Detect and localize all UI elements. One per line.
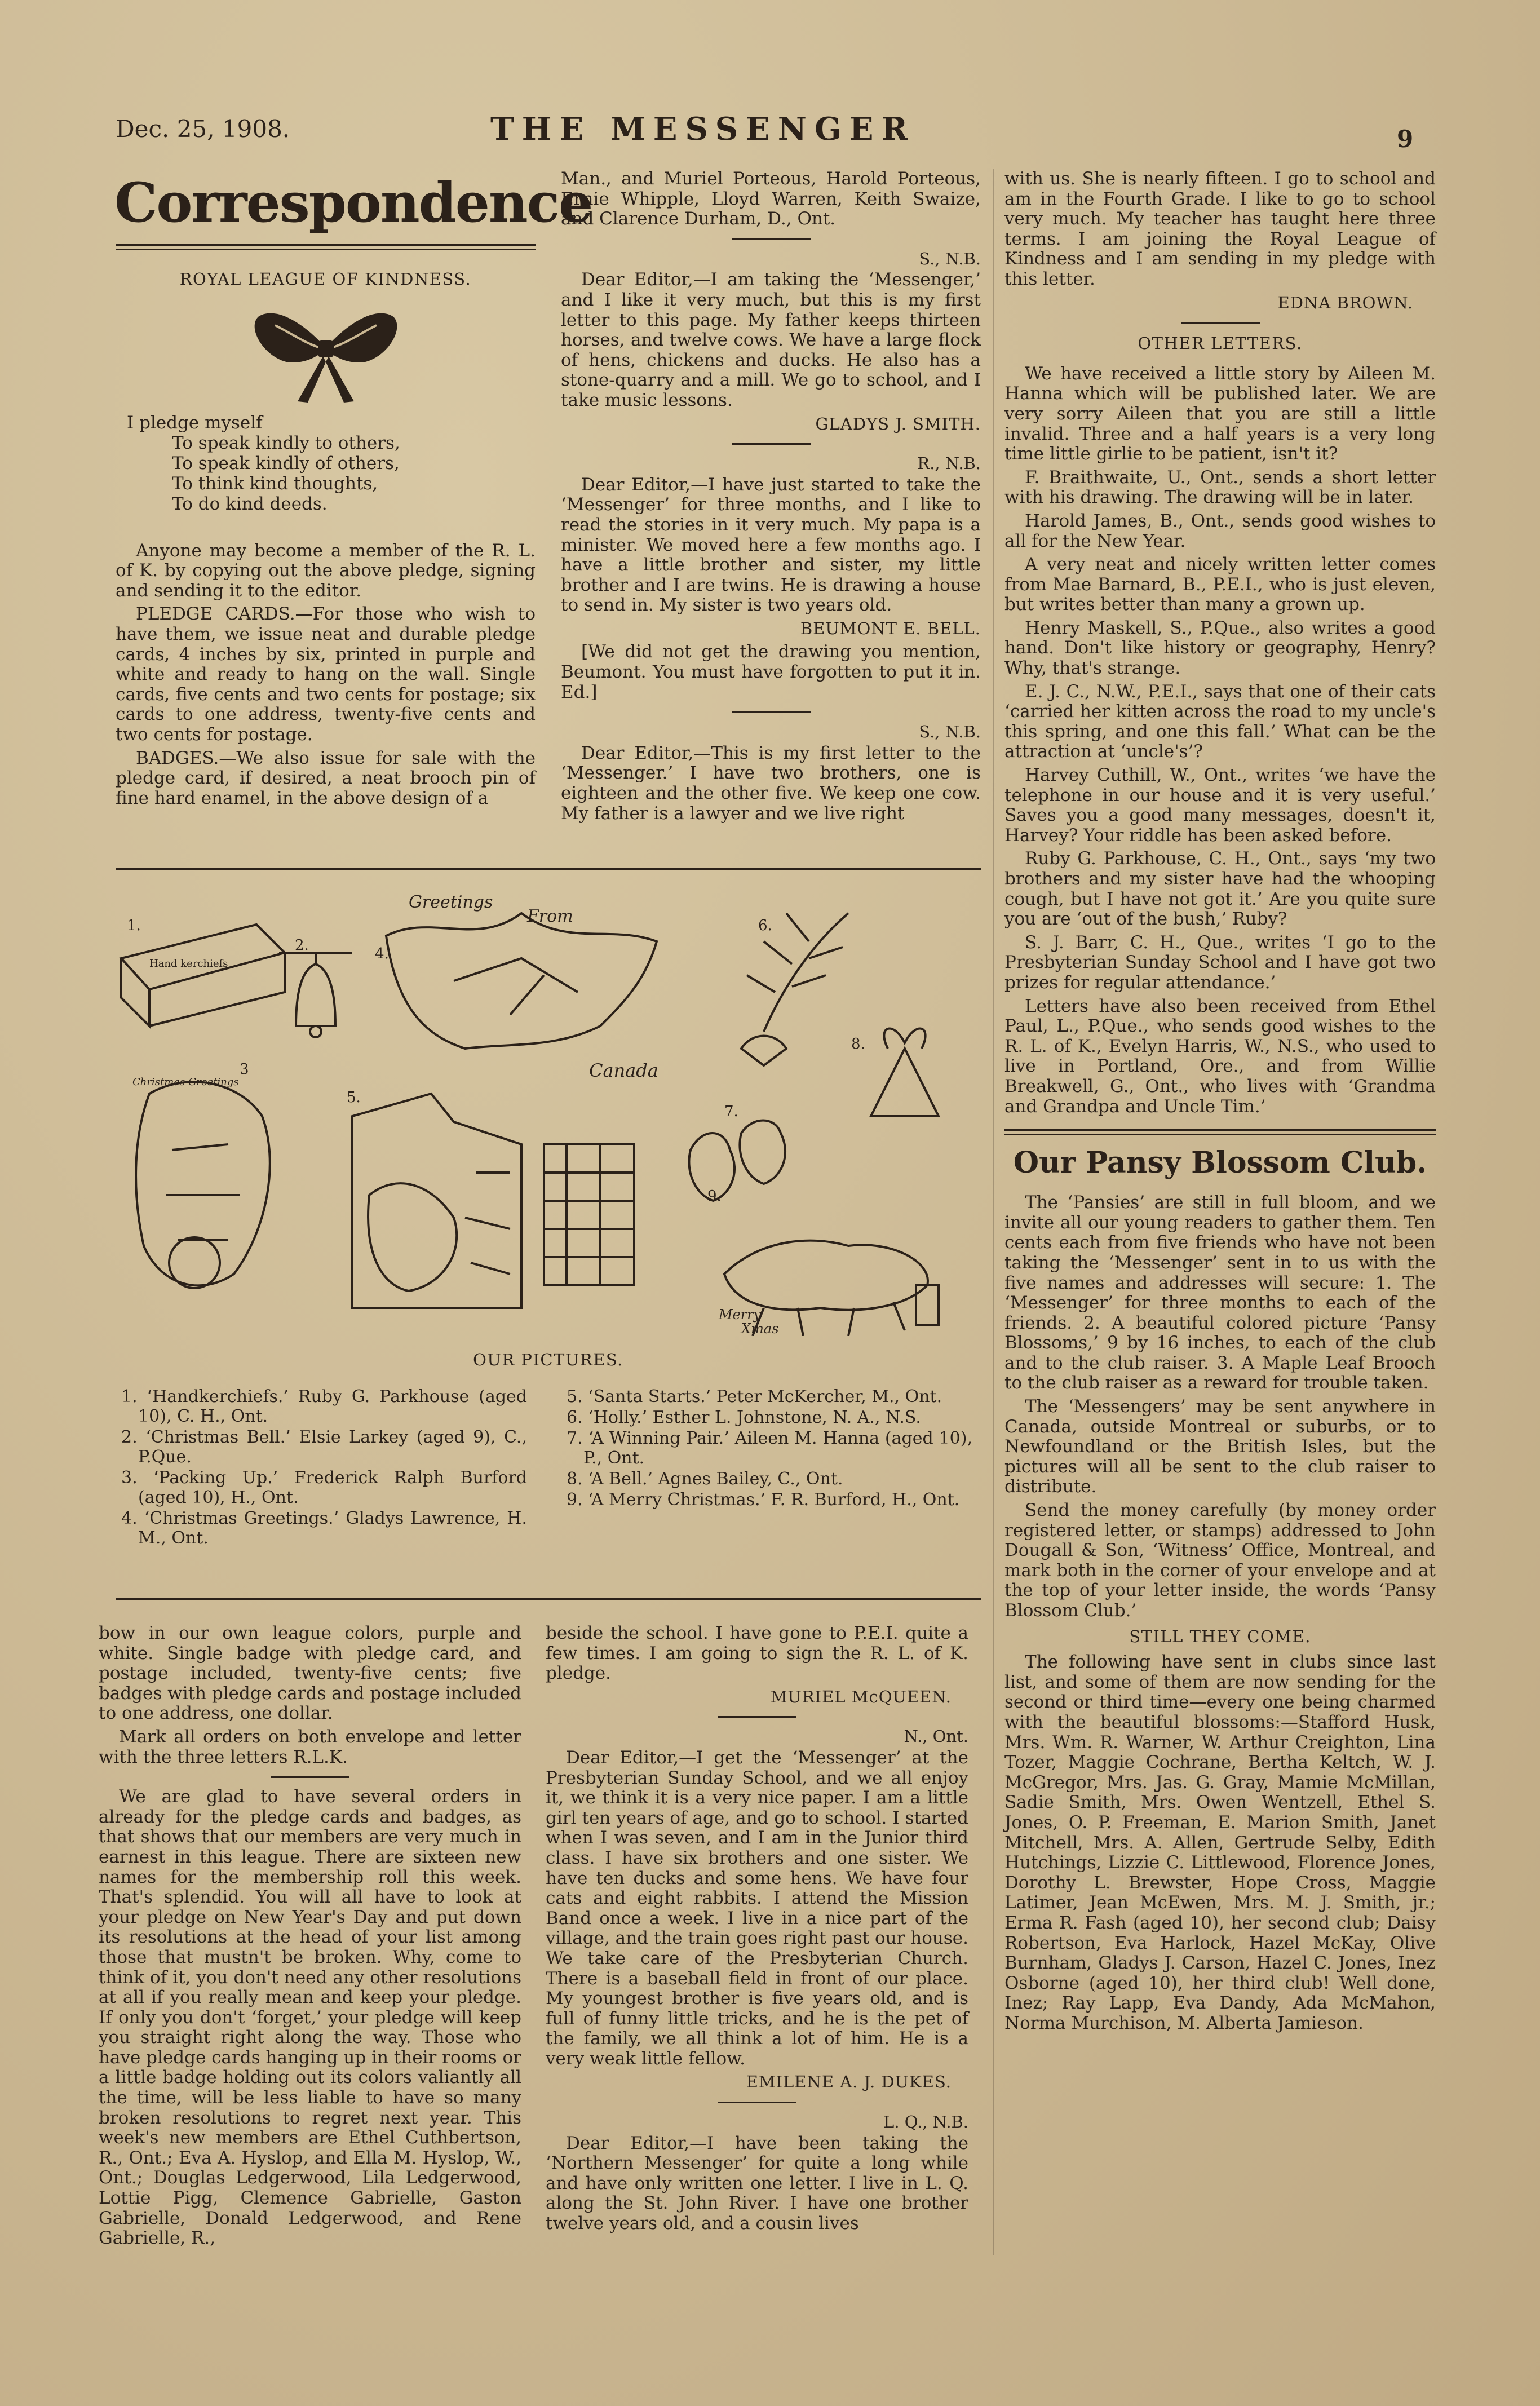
letter-body: Dear Editor,—I have been taking the ‘Northern Messenger’ for quite a long while and have only written one letter. I live in L. Q. along the St. John River. I have one brother twelve years old, and a cousin lives [546,2133,968,2234]
picture-number-4: 4. [375,945,389,962]
merry-christmas-drawing [724,1241,928,1310]
bow-icon [241,300,410,407]
picture-number-9: 9. [707,1188,722,1205]
pledge-line: To do kind deeds. [172,493,328,514]
still-they-come-heading: STILL THEY COME. [1129,1626,1311,1646]
paragraph: Harold James, B., Ont., sends good wishes to all for the New Year. [1004,510,1436,551]
xmas-label: Xmas [741,1321,779,1336]
picture-number-7: 7. [724,1103,738,1120]
divider [718,2102,796,2103]
greetings-label: Greetings [409,892,493,912]
merry-label: Merry [719,1307,762,1323]
letter-body: Dear Editor,—I am taking the ‘Messenger,’ and I like it very much, but this is my first letter to this page. My father keeps thirteen horses, and twelve cows. We have a large flock of hens, chickens and ducks. He also has a stone-quarry and a mill. We go to school, and I take music lessons. [561,269,981,410]
picture-credit: 4. ‘Christmas Greetings.’ Gladys Lawrence, H. M., Ont. [121,1509,527,1548]
letter-body: Dear Editor,—I have just started to take the ‘Messenger’ for three months, and I like to read the stories in it very much. My papa is a minister. We moved here a few months ago. I have a little brother and sister, my little brother and I are twins. He is drawing a house to send in. My sister is two years old. [561,474,981,616]
picture-number-2: 2. [295,937,309,954]
picture-number-6: 6. [758,917,772,934]
paragraph: The ‘Messengers’ may be sent anywhere in Canada, outside Montreal or suburbs, or to Newfoundland or the British Isles, but the pictures will all be sent to the club raiser to distribute. [1004,1396,1436,1497]
from-label: From [527,906,573,926]
paragraph: We are glad to have several orders in already for the pledge cards and badges, as that shows that our members are very much in earnest in this league. There are sixteen new names for the membership roll this week. That's splendid. You will all have to look at your pledge on New Year's Day and put down its resolutions at the head of your list among those that mustn't be broken. Why, come to think of it, you don't need any other resolutions at all if you really mean and keep your pledge. If only you don't ‘forget,’ your pledge will keep you straight right along the way. Those who have pledge cards hanging up in their rooms or a little badge holding out its colors valiantly all the time, will be less liable to have so many broken resolutions to regret next year. This week's new members are Ethel Cuthbertson, R., Ont.; Eva A. Hyslop, and Ella M. Hyslop, W., Ont.; Douglas Ledgerwood, Lila Ledgerwood, Lottie Pigg, Clemence Gabrielle, Gaston Gabrielle, Donald Ledgerwood, and Rene Gabrielle, R., [99,1786,521,2249]
letter-body: Dear Editor,—This is my first letter to the ‘Messenger.’ I have two brothers, one is eighteen and the other five. We keep one cow. My father is a lawyer and we live right [561,742,981,824]
other-letters-column [1004,169,1436,2037]
letter-signature: EMILENE A. J. DUKES. [746,2072,952,2092]
picture-number-1: 1. [127,917,141,934]
masthead-title: THE MESSENGER [490,110,916,148]
wreath-drawing [871,1049,939,1116]
editor-note: [We did not get the drawing you mention, Beumont. You must have forgotten to put it in. Ed.] [561,642,981,702]
letter-signature: MURIEL McQUEEN. [770,1687,952,1706]
handkerchief-box-drawing [121,925,285,989]
divider [271,1776,349,1778]
pictures-list-left [121,1387,527,1549]
picture-credit: 5. ‘Santa Starts.’ Peter McKercher, M., Ont. [567,1387,942,1407]
letters-column-bottom [546,1624,968,2237]
paragraph: Letters have also been received from Ethel Paul, L., P.Que., who sends good wishes to the R. L. of K., Evelyn Harris, W., N.S., who used to live in Portland, Ore., and from Willie Breakwell, G., Ont., who lives with ‘Grandma and Grandpa and Uncle Tim.’ [1004,996,1436,1117]
paragraph: E. J. C., N.W., P.E.I., says that one of their cats ‘carried her kitten across the road to my uncle's this spring, and one this fall.’ What can be the attraction at ‘uncle's’? [1004,681,1436,762]
letter-location: S., N.B. [919,722,981,742]
picture-credit: 1. ‘Handkerchiefs.’ Ruby G. Parkhouse (aged 10), C. H., Ont. [121,1387,527,1426]
christmas-greetings-label: Christmas Greetings [132,1076,239,1088]
paragraph: bow in our own league colors, purple and white. Single badge with pledge card, and postage included, twenty-five cents; five badges with pledge cards and postage included to one address, one dollar. [99,1623,521,1724]
letter-body: Dear Editor,—I get the ‘Messenger’ at the Presbyterian Sunday School, and we all enjoy it, we think it is a very nice paper. I am a little girl ten years of age, and go to school. I started when I was seven, and I am in the Junior third class. I have six brothers and one sister. We have ten ducks and some hens. We have four cats and eight rabbits. I attend the Mission Band once a week. I live in a nice part of the village, and the train goes right past our house. We take care of the Presbyterian Church. There is a baseball field in front of our place. My youngest brother is five years old, and is full of funny little tricks, and he is the pet of the family, we all think a lot of him. He is a very weak little fellow. [546,1747,968,2069]
picture-credit: 2. ‘Christmas Bell.’ Elsie Larkey (aged 9), C., P.Que. [121,1427,527,1467]
divider [732,443,811,445]
page-number: 9 [1397,125,1414,153]
divider [732,711,811,713]
pledge-line: To think kind thoughts, [172,473,378,494]
paragraph: Ruby G. Parkhouse, C. H., Ont., says ‘my two brothers and my sister have had the whooping cough, but I have not got it.’ Are you quite sure you are ‘out of the bush,’ Ruby? [1004,848,1436,930]
paragraph: We have received a little story by Aileen M. Hanna which will be published later. We are very sorry Aileen that you are still a little invalid. Three and a half years is a very long time little girlie to be patient, isn't it? [1004,363,1436,465]
bell-drawing [279,953,352,1026]
section-rule [116,1598,981,1600]
paragraph: Henry Maskell, S., P.Que., also writes a good hand. Don't like history or geography, Henry? Why, that's strange. [1004,617,1436,679]
issue-date: Dec. 25, 1908. [116,115,290,143]
canada-label: Canada [589,1060,658,1081]
letter-signature: GLADYS J. SMITH. [815,414,981,434]
paragraph: Anyone may become a member of the R. L. of K. by copying out the above pledge, signing and sending it to the editor. [116,540,536,601]
paragraph: BADGES.—We also issue for sale with the pledge card, if desired, a neat brooch pin of fine hard enamel, in the above design of a [116,748,536,808]
picture-credit: 3. ‘Packing Up.’ Frederick Ralph Burford (aged 10), H., Ont. [121,1468,527,1507]
divider [1181,322,1260,324]
letter-signature: EDNA BROWN. [1277,293,1413,312]
league-notes-column [99,1624,521,2252]
letter-location: S., N.B. [919,249,981,268]
picture-credit: 9. ‘A Merry Christmas.’ F. R. Burford, H., Ont. [567,1490,960,1510]
pictures-list-right [567,1387,972,1511]
letter-location: R., N.B. [917,454,981,474]
paragraph: S. J. Barr, C. H., Que., writes ‘I go to the Presbyterian Sunday School and I have got two prizes for regular attendance.’ [1004,932,1436,993]
pledge-intro: I pledge myself [127,412,263,433]
letter-location: N., Ont. [904,1727,968,1746]
paragraph: F. Braithwaite, U., Ont., sends a short letter with his drawing. The drawing will be in later. [1004,467,1436,508]
picture-number-5: 5. [347,1089,361,1106]
paragraph: Harvey Cuthill, W., Ont., writes ‘we have the telephone in our house and it is very useful.’ Saves you a good many messages, doesn't it, Harvey? Your riddle has been asked before. [1004,765,1436,846]
divider [718,1716,796,1718]
letter-body: beside the school. I have gone to P.E.I. quite a few times. I am going to sign the R. L. of K. pledge. [546,1623,968,1684]
correspondence-column [114,169,592,812]
handkerchief-label: Hand kerchiefs [149,958,228,970]
paragraph: PLEDGE CARDS.—For those who wish to have them, we issue neat and durable pledge cards, 4 inches by six, printed in purple and white and ready to hang on the wall. Single cards, five cents and two cents for postage; six cards to one address, twenty-five cents and two cents for postage. [116,604,536,745]
holly-drawing [386,913,657,1049]
sleigh-drawing [352,1094,521,1308]
santa-drawing [136,1082,270,1285]
paragraph: The following have sent in clubs since last list, and some of them are now sending for the second or third time—every one being charmed with the beautiful blossoms:—Stafford Husk, Mrs. Wm. R. Warner, W. Arthur Creighton, Lina Tozer, Maggie Cochrane, Bertha Keltch, W. J. McGregor, Mrs. Jas. G. Gray, Mamie McMillan, Sadie Smith, Mrs. Owen Wentzell, Ethel S. Jones, O. P. Freeman, E. Marion Smith, Janet Mitchell, Mrs. A. Allen, Gertrude Selby, Edith Hutchings, Lizzie C. Littlewood, Florence Jones, Dorothy L. Brewster, Hope Cross, Maggie Latimer, Jean McEwen, Mrs. M. J. Smith, jr.; Erma R. Fash (aged 10), her second club; Daisy Robertson, Eva Harlock, Hazel McKay, Olive Burnham, Gladys J. Carson, Hazel C. Jones, Inez Osborne (aged 10), her third club! Well done, Inez; Ray Lapp, Eva Dandy, Ada McMahon, Norma Murchison, M. Alberta Jamieson. [1004,1652,1436,2033]
pledge-block [116,413,536,514]
paragraph: Mark all orders on both envelope and letter with the three letters R.L.K. [99,1726,521,1767]
picture-number-3: 3 [240,1061,249,1078]
paragraph: Man., and Muriel Porteous, Harold Porteous, Ernie Whipple, Lloyd Warren, Keith Swaize, and Clarence Durham, D., Ont. [561,169,981,229]
letter-body: with us. She is nearly fifteen. I go to school and am in the Fourth Grade. I like to go to school very much. My teacher has taught here three terms. I am joining the Royal League of Kindness and I am sending in my pledge with this letter. [1004,169,1436,289]
pansy-club-title: Our Pansy Blossom Club. [1013,1145,1427,1180]
letter-location: L. Q., N.B. [883,2112,968,2132]
divider [732,238,811,240]
our-pictures-heading: OUR PICTURES. [473,1350,623,1369]
picture-credit: 7. ‘A Winning Pair.’ Aileen M. Hanna (aged 10), P., Ont. [567,1428,972,1468]
picture-credit: 8. ‘A Bell.’ Agnes Bailey, C., Ont. [567,1469,843,1489]
other-letters-heading: OTHER LETTERS. [1138,334,1303,353]
letter-signature: BEUMONT E. BELL. [800,618,981,638]
paragraph: Send the money carefully (by money order registered letter, or stamps) addressed to John Dougall & Son, ‘Witness’ Office, Montreal, and mark both in the corner of your envelope and at the top of your letter inside, the words ‘Pansy Blossom Club.’ [1004,1500,1436,1621]
pledge-line: To speak kindly of others, [172,453,400,474]
paragraph: A very neat and nicely written letter comes from Mae Barnard, B., P.E.I., who is just eleven, but writes better than many a grown up. [1004,554,1436,615]
pledge-line: To speak kindly to others, [172,432,400,453]
league-heading: ROYAL LEAGUE OF KINDNESS. [179,269,472,289]
letters-column [561,169,981,827]
paragraph: The ‘Pansies’ are still in full bloom, and we invite all our young readers to gather them. Ten cents each from five friends who have not been taking the ‘Messenger’ sent in to us with the five names and addresses will secure: 1. The ‘Messenger’ for three months to each of the friends. 2. A beautiful colored picture ‘Pansy Blossoms,’ 9 by 16 inches, to each of the club and to the club raiser. 3. A Maple Leaf Brooch to the club raiser as a reward for trouble taken. [1004,1192,1436,1394]
picture-credit: 6. ‘Holly.’ Esther L. Johnstone, N. A., N.S. [567,1408,921,1427]
correspondence-title: Correspondence [114,171,592,235]
picture-number-8: 8. [851,1036,865,1052]
column-divider [993,169,994,2255]
pictures-illustration [116,879,984,1336]
section-rule [116,868,981,870]
